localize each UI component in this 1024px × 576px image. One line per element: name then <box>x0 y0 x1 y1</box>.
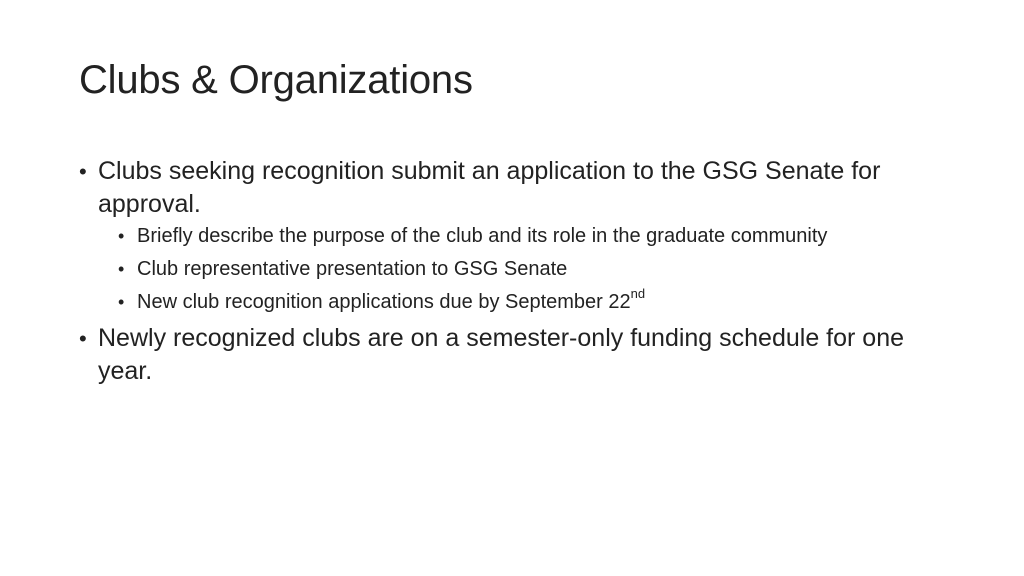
sub-bullet-item-1 <box>79 223 959 250</box>
sub-bullet-text: New club recognition applications due by September 22 <box>137 291 631 313</box>
sub-bullet-text: Club representative presentation to GSG Senate <box>137 258 568 280</box>
bullet-icon: • <box>79 159 87 184</box>
bullet-icon: • <box>118 259 125 279</box>
sub-bullet-text: Briefly describe the purpose of the club and its role in the graduate community <box>137 225 828 247</box>
date-suffix: nd <box>630 286 646 302</box>
bullet-text: Clubs seeking recognition submit an application to the GSG Senate for approval. <box>98 157 881 218</box>
bullet-text: Newly recognized clubs are on a semester-only funding schedule for one year. <box>98 324 905 385</box>
slide-content <box>79 155 959 388</box>
sub-bullet-item-3 <box>79 286 959 316</box>
bullet-icon: • <box>79 326 87 351</box>
sub-bullet-item-2 <box>79 256 959 283</box>
bullet-icon: • <box>118 292 125 312</box>
slide-title: Clubs & Organizations <box>79 58 473 102</box>
bullet-icon: • <box>118 226 125 246</box>
sub-bullet-list <box>79 223 959 316</box>
bullet-item-2 <box>79 322 959 388</box>
bullet-item-1 <box>79 155 959 221</box>
